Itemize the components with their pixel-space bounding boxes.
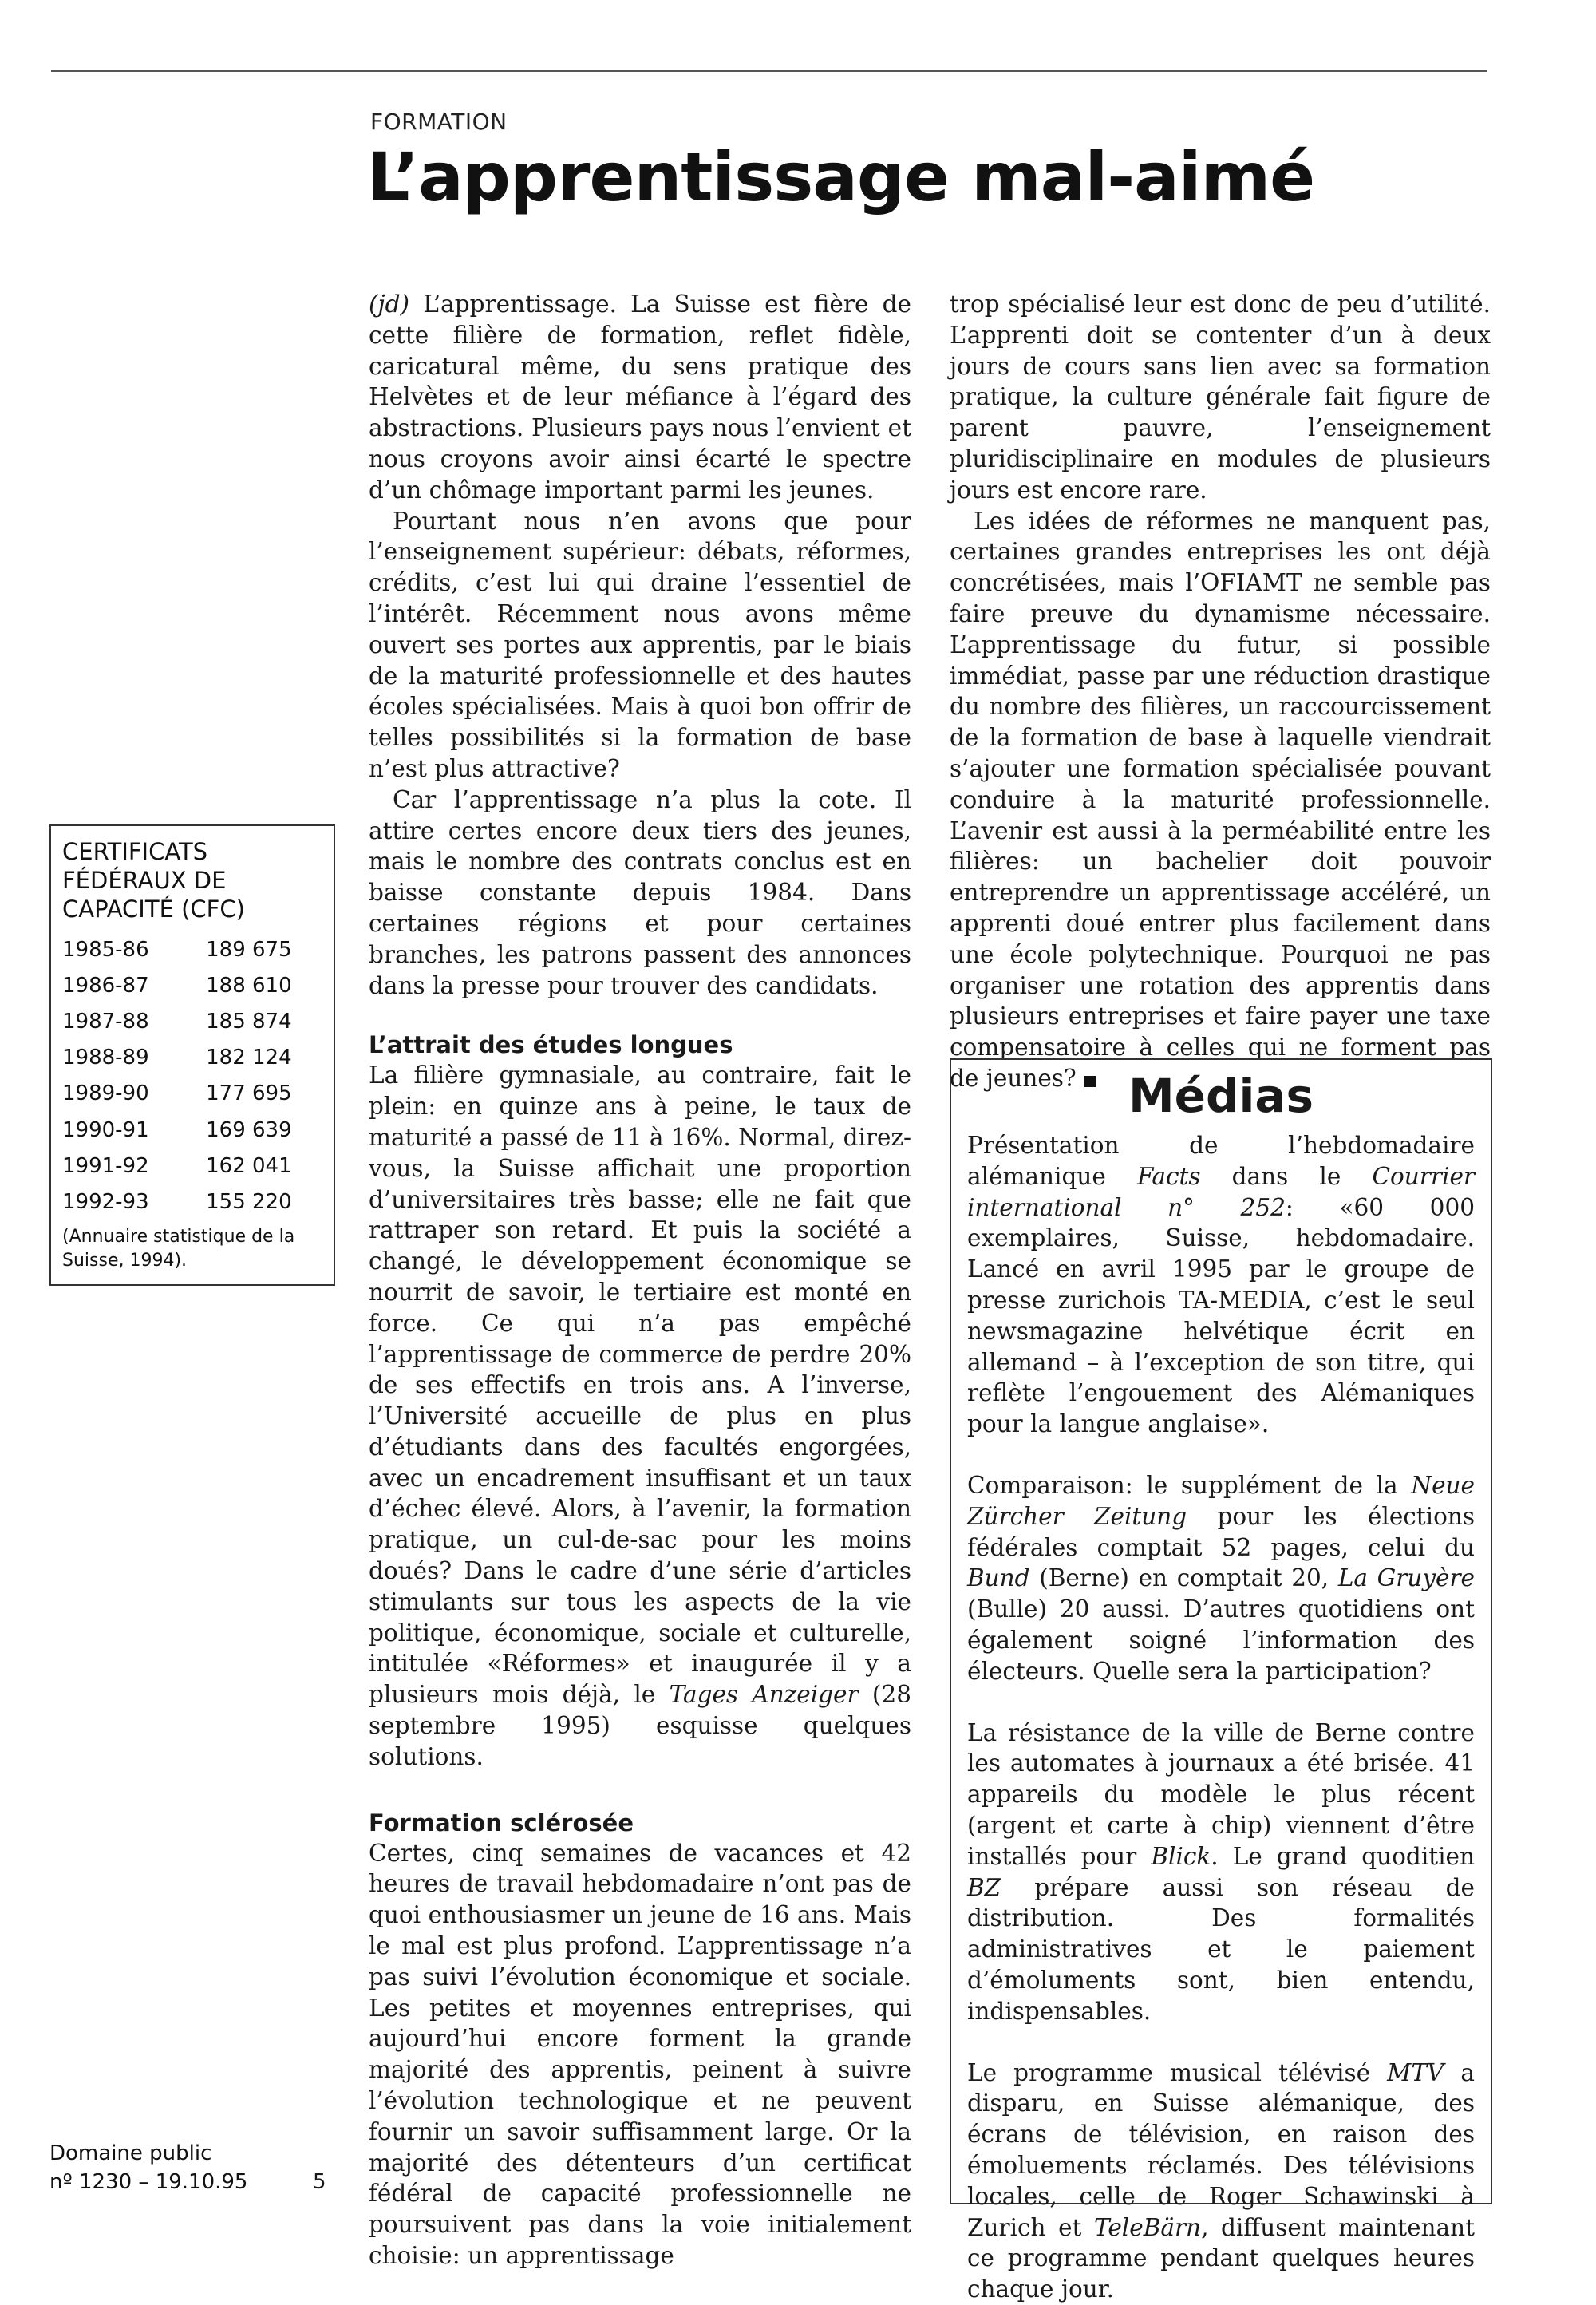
byline: (jd) — [369, 291, 410, 318]
table-row — [62, 1148, 322, 1184]
cfc-box-title: CERTIFICATS FÉDÉRAUX DE CAPACITÉ (CFC) — [62, 838, 245, 923]
article-paragraph: trop spécialisé leur est donc de peu d’utilité. L’apprenti doit se contenter d’un à deux jours de cours sans lien avec sa formation pratique, la culture générale fait figure de parent pauvre, l’enseignement pluridisciplinaire en modules de plusieurs jours est encore rare. — [950, 291, 1491, 504]
article-column-2 — [950, 289, 1491, 1094]
article-column-1 — [369, 289, 911, 2271]
table-row — [62, 1040, 322, 1076]
value-cell: 188 610 — [206, 973, 292, 998]
table-row — [62, 1003, 322, 1039]
table-row — [62, 967, 322, 1003]
year-cell: 1989-90 — [62, 1081, 149, 1106]
subheading: L’attrait des études longues — [369, 1031, 733, 1059]
year-cell: 1985-86 — [62, 937, 149, 962]
table-row — [62, 931, 322, 967]
page-number: 5 — [313, 2170, 326, 2194]
cfc-source-note: (Annuaire statistique de la Suisse, 1994). — [62, 1226, 295, 1271]
article-paragraph: Certes, cinq semaines de vacances et 42 heures de travail hebdomadaire n’ont pas de quoi enthousiasmer un jeune de 16 ans. Mais le mal est plus profond. L’apprentissage n’a pas suivi l’évolution économique et sociale. Les petites et moyennes entreprises, qui aujourd’hui encore forment la grande majorité des apprentis, peinent à suivre l’évolution technologique et ne peuvent fournir un savoir suffisamment large. Or la majorité des détenteurs d’un certificat fédéral de capacité professionnelle ne poursuivent pas dans la voie initialement choisie: un apprentissage — [369, 1839, 911, 2270]
value-cell: 182 124 — [206, 1046, 292, 1070]
value-cell: 177 695 — [206, 1081, 292, 1106]
cfc-statistics-box — [49, 824, 335, 1286]
article-paragraph: Les idées de réformes ne manquent pas, certaines grandes entreprises les ont déjà concrétisées, mais l’OFIAMT ne semble pas faire preuve du dynamisme nécessaire. L’apprentissage du futur, si possible immédiat, passe par une réduction drastique du nombre des filières, un raccourcissement de la formation de base à laquelle viendrait s’ajouter une formation spécialisée pouvant conduire à la maturité professionnelle. L’avenir est aussi à la perméabilité entre les filières: un bachelier doit pouvoir entreprendre un apprentissage accéléré, un apprenti doué entrer plus facilement dans une école polytechnique. Pourquoi ne pas organiser une rotation des apprentis dans plusieurs entreprises et faire payer une taxe compensatoire à celles qui ne forment pas de jeunes? — [950, 507, 1491, 1092]
article-paragraph: Pourtant nous n’en avons que pour l’enseignement supérieur: débats, réformes, crédits, c’est lui qui draine l’essentiel de l’intérêt. Récemment nous avons même ouvert ses portes aux apprentis, par le biais de la maturité professionnelle et des hautes écoles spécialisées. Mais à quoi bon offrir de telles possibilités si la formation de base n’est plus attractive? — [369, 507, 911, 782]
value-cell: 185 874 — [206, 1009, 292, 1034]
value-cell: 155 220 — [206, 1189, 292, 1214]
top-rule — [51, 70, 1487, 72]
table-row — [62, 1184, 322, 1220]
year-cell: 1988-89 — [62, 1046, 149, 1070]
year-cell: 1986-87 — [62, 973, 149, 998]
issue-info: nº 1230 – 19.10.95 — [49, 2170, 248, 2194]
cfc-table — [62, 931, 322, 1220]
medias-paragraph: Présentation de l’hebdomadaire alémanique Facts dans le Courrier international n° 252: «60 000 exemplaires, Suisse, hebdomadaire. Lancé en avril 1995 par le groupe de presse zurichois TA-MEDIA, c’est le seul newsmagazine helvétique écrit en allemand – à l’exception de son titre, qui reflète l’engouement des Alémaniques pour la langue anglaise». — [967, 1132, 1475, 1438]
publication-footer — [49, 2139, 247, 2196]
value-cell: 169 639 — [206, 1117, 292, 1142]
medias-paragraph: Comparaison: le supplément de la Neue Zürcher Zeitung pour les élections fédérales comptait 52 pages, celui du Bund (Berne) en comptait 20, La Gruyère (Bulle) 20 aussi. D’autres quotidiens ont également soigné l’information des électeurs. Quelle sera la participation? — [967, 1471, 1475, 1685]
medias-paragraph: Le programme musical télévisé MTV a disparu, en Suisse alémanique, des écrans de télévision, en raison des émoluements réclamés. Des télévisions locales, celle de Roger Schawinski à Zurich et TeleBärn, diffusent maintenant ce programme pendant quelques heures chaque jour. — [967, 2058, 1475, 2303]
year-cell: 1990-91 — [62, 1117, 149, 1142]
article-paragraph: (jd) L’apprentissage. La Suisse est fière de cette filière de formation, reflet fidèle, caricatural même, du sens pratique des Helvètes et de leur méfiance à l’égard des abstractions. Plusieurs pays nous l’envient et nous croyons avoir ainsi écarté le spectre d’un chômage important parmi les jeunes. — [369, 291, 911, 504]
year-cell: 1991-92 — [62, 1153, 149, 1178]
table-row — [62, 1112, 322, 1148]
year-cell: 1992-93 — [62, 1189, 149, 1214]
publication-name: Domaine public — [49, 2141, 212, 2165]
value-cell: 189 675 — [206, 937, 292, 962]
medias-title: Médias — [1128, 1069, 1314, 1123]
medias-sidebar — [950, 1058, 1492, 2303]
section-label: FORMATION — [370, 109, 508, 135]
value-cell: 162 041 — [206, 1153, 292, 1178]
medias-paragraph: La résistance de la ville de Berne contre les automates à journaux a été brisée. 41 appareils du modèle le plus récent (argent et carte à chip) viennent d’être installés pour Blick. Le grand quoditien BZ prépare aussi son réseau de distribution. Des formalités administratives et le paiement d’émoluments sont, bien entendu, indispensables. — [967, 1718, 1476, 2025]
article-paragraph: La filière gymnasiale, au contraire, fait le plein: en quinze ans à peine, le taux de maturité a passé de 11 à 16%. Normal, direz-vous, la Suisse affichait une proportion d’universitaires très basse; elle ne fait que rattraper son retard. Et puis la société a changé, le développement économique se nourrit de savoir, le tertiaire est monté en force. Ce qui n’a pas empêché l’apprentissage de commerce de perdre 20% de ses effectifs en trois ans. A l’inverse, l’Université accueille de plus en plus d’étudiants dans des facultés engorgées, avec un encadrement insuffisant et un taux d’échec élevé. Alors, à l’avenir, la formation pratique, un cul-de-sac pour les moins doués? Dans le cadre d’une série d’articles stimulants sur tous les aspects de la vie politique, économique, sociale et culturelle, intitulée «Réformes» et inaugurée il y a plusieurs mois déjà, le Tages Anzeiger (28 septembre 1995) esquisse quelques solutions. — [369, 1062, 911, 1770]
newspaper-name: Tages Anzeiger — [669, 1681, 859, 1709]
subheading: Formation sclérosée — [369, 1809, 634, 1836]
article-paragraph: Car l’apprentissage n’a plus la cote. Il attire certes encore deux tiers des jeunes, mais le nombre des contrats conclus est en baisse constante depuis 1984. Dans certaines régions et pour certaines branches, les patrons passent des annonces dans la presse pour trouver des candidats. — [369, 785, 911, 999]
article-headline: L’apprentissage mal-aimé — [367, 138, 1315, 216]
year-cell: 1987-88 — [62, 1009, 149, 1034]
table-row — [62, 1076, 322, 1112]
